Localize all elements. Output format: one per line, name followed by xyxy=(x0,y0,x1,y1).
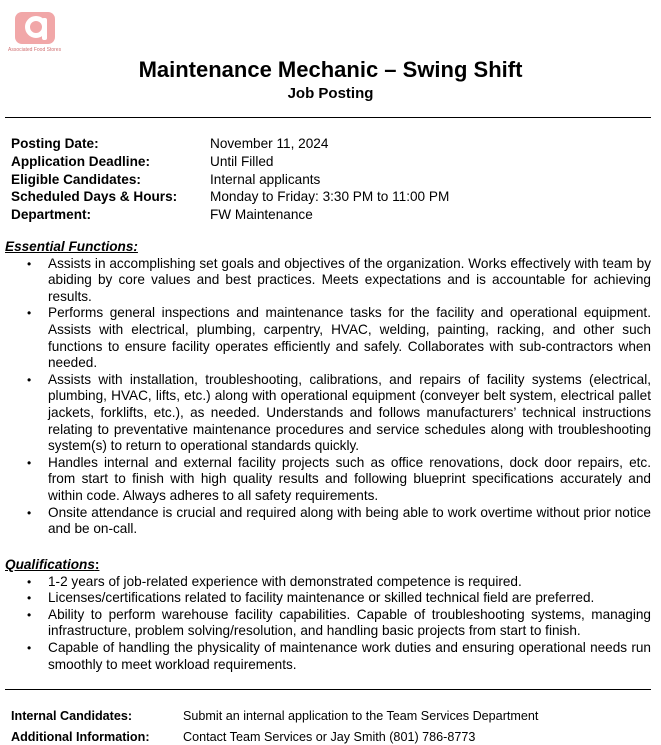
list-item-text: Licenses/certifications related to facility maintenance or skilled technical field are preferred. xyxy=(48,590,595,606)
list-item xyxy=(5,305,651,371)
qualifications-section xyxy=(5,557,651,673)
list-item-text: Performs general inspections and maintenance tasks for the facility and operational equipment. Assists with electrical, plumbing, carpentry, HVAC, welding, painting, racking, and other such functions to ensure facility operates efficiently and safely. Collaborates with sub-contractors when needed. xyxy=(48,305,651,371)
footer-label: Additional Information: xyxy=(11,730,150,744)
list-item-text: Ability to perform warehouse facility capabilities. Capable of troubleshooting systems, managing infrastructure, problem solving/resolution, and handling basic projects from start to finish. xyxy=(48,606,651,639)
list-item-text: Capable of handling the physicality of maintenance work duties and ensuring operational needs run smoothly to meet workload requirements. xyxy=(48,639,651,672)
list-item xyxy=(5,640,651,673)
footer-value: Submit an internal application to the Team Services Department xyxy=(183,709,539,723)
bullet-icon: • xyxy=(27,256,32,271)
list-item-text: Handles internal and external facility projects such as office renovations, dock door repairs, etc. from start to finish with high quality results and following blueprint specifications accurately and within code. Always adheres to all safety requirements. xyxy=(48,454,651,503)
list-item xyxy=(5,607,651,640)
bullet-icon: • xyxy=(27,505,32,520)
detail-row-application-deadline xyxy=(11,153,449,171)
bullet-icon: • xyxy=(27,455,32,470)
footer-value: Contact Team Services or Jay Smith (801) 786-8773 xyxy=(183,730,476,744)
detail-row-scheduled-hours xyxy=(11,188,449,206)
detail-value: FW Maintenance xyxy=(210,207,313,223)
page-title: Maintenance Mechanic – Swing Shift xyxy=(138,57,523,82)
bottom-divider xyxy=(5,689,651,690)
detail-row-posting-date xyxy=(11,135,449,153)
detail-value: Monday to Friday: 3:30 PM to 11:00 PM xyxy=(210,189,450,205)
detail-label: Posting Date: xyxy=(11,136,99,151)
detail-value: Until Filled xyxy=(210,153,274,169)
bullet-icon: • xyxy=(27,591,32,606)
essential-functions-heading: Essential Functions: xyxy=(5,239,138,254)
bullet-icon: • xyxy=(27,607,32,622)
qualifications-heading: Qualifications: xyxy=(5,557,100,572)
bullet-icon: • xyxy=(27,306,32,321)
bullet-icon: • xyxy=(27,372,32,387)
top-divider xyxy=(5,117,651,118)
qualifications-list xyxy=(5,574,651,674)
footer-label: Internal Candidates: xyxy=(11,709,133,723)
list-item xyxy=(5,505,651,538)
list-item-text: 1-2 years of job-related experience with demonstrated competence is required. xyxy=(48,573,522,589)
detail-label: Scheduled Days & Hours: xyxy=(11,189,178,205)
logo-text: Associated Food Stores xyxy=(8,47,62,53)
list-item xyxy=(5,455,651,505)
list-item xyxy=(5,574,651,591)
list-item xyxy=(5,256,651,306)
essential-functions-section xyxy=(5,239,651,538)
application-info xyxy=(11,706,538,745)
associated-food-stores-logo-icon xyxy=(15,12,55,44)
detail-row-department xyxy=(11,206,449,224)
essential-functions-list xyxy=(5,256,651,538)
detail-label: Application Deadline: xyxy=(11,153,150,169)
detail-value: Internal applicants xyxy=(210,171,321,187)
list-item xyxy=(5,372,651,455)
page-subtitle: Job Posting xyxy=(287,85,374,102)
company-logo xyxy=(8,12,66,58)
posting-details xyxy=(11,135,449,224)
list-item xyxy=(5,590,651,607)
detail-value: November 11, 2024 xyxy=(210,136,329,151)
list-item-text: Onsite attendance is crucial and required along with being able to work overtime without prior notice and be on-call. xyxy=(48,504,651,537)
footer-row-additional-information xyxy=(11,727,538,745)
bullet-icon: • xyxy=(27,640,32,655)
bullet-icon: • xyxy=(27,574,32,589)
detail-row-eligible-candidates xyxy=(11,171,449,189)
qualifications-heading-text: Qualifications xyxy=(5,557,95,572)
detail-label: Department: xyxy=(11,207,92,223)
detail-label: Eligible Candidates: xyxy=(11,171,141,187)
list-item-text: Assists in accomplishing set goals and objectives of the organization. Works effectively with team by abiding by core values and best practices. Meets expectations and is accountable for achieving results. xyxy=(48,255,651,304)
list-item-text: Assists with installation, troubleshooting, calibrations, and repairs of facility systems (electrical, plumbing, HVAC, lifts, etc.) along with operational equipment (conveyer belt system, electrical pallet jackets, forklifts, etc.), as needed. Understands and follows manufacturers’ technical instructions relating to preventative maintenance procedures and service schedules along with troubleshooting system(s) to return to operational standards quickly. xyxy=(48,371,651,454)
footer-row-internal-candidates xyxy=(11,706,538,727)
